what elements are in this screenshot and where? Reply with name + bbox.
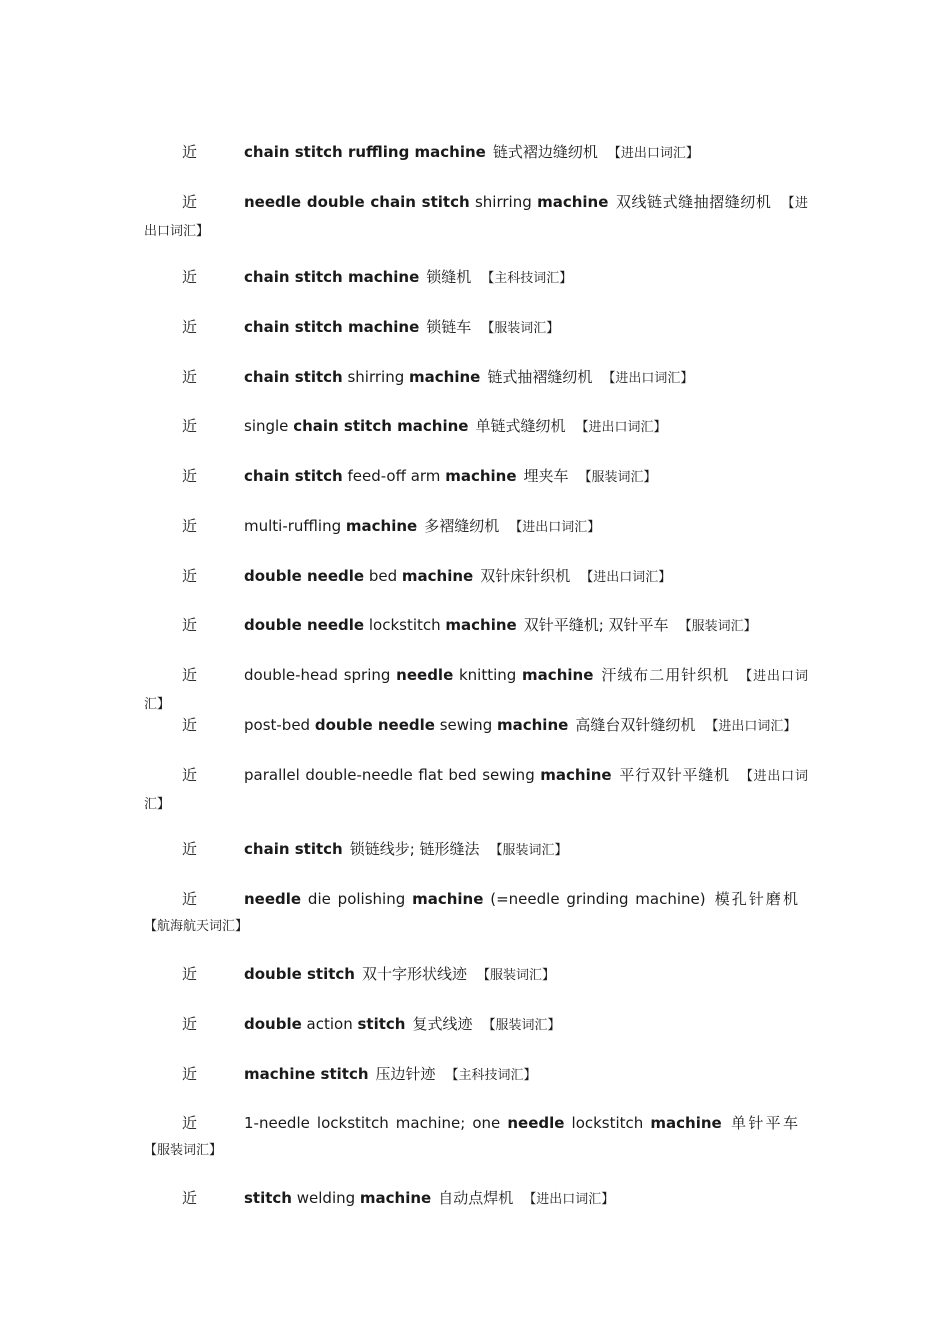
entry-text	[144, 961, 808, 989]
chinese-translation: 压边针迹	[375, 1065, 436, 1083]
term-segment: machine	[359, 1189, 432, 1207]
english-term	[244, 1065, 369, 1083]
chinese-translation: 埋夹车	[523, 467, 569, 485]
entry-text	[144, 189, 808, 245]
term-segment: double needle	[244, 567, 365, 585]
chinese-translation: 高缝台双针缝纫机	[575, 716, 696, 734]
source-tag: 【进出口词汇】	[580, 570, 672, 585]
term-segment: chain stitch ruffling machine	[244, 143, 486, 161]
source-tag: 【主科技词汇】	[445, 1068, 537, 1083]
entry-text	[144, 662, 808, 718]
term-segment: welding	[291, 1189, 360, 1207]
entry-text	[144, 563, 808, 591]
entry-text	[144, 413, 808, 441]
term-segment: chain stitch machine	[244, 268, 420, 286]
source-tag: 【航海航天词汇】	[144, 919, 249, 934]
term-segment: machine	[412, 890, 484, 908]
source-tag: 【进出口词汇】	[523, 1192, 615, 1207]
chinese-translation: 双针平缝机; 双针平车	[523, 616, 669, 634]
term-segment: stitch	[357, 1015, 406, 1033]
term-segment: needle double chain stitch	[244, 193, 470, 211]
term-segment: machine	[445, 467, 517, 485]
term-segment: bed	[364, 567, 402, 585]
entry-text	[144, 762, 808, 818]
vocab-entry	[144, 413, 808, 441]
entry-text	[144, 1011, 808, 1039]
english-term	[244, 1015, 405, 1033]
term-segment: needle	[244, 890, 302, 908]
vocab-entry	[144, 1011, 808, 1039]
related-marker: 近	[182, 467, 198, 485]
related-marker: 近	[182, 965, 198, 983]
source-tag: 【服装词汇】	[482, 1018, 561, 1033]
vocab-entry	[144, 762, 808, 818]
english-term	[244, 1189, 431, 1207]
chinese-translation: 自动点焊机	[438, 1189, 514, 1207]
chinese-translation: 链式抽褶缝纫机	[487, 368, 593, 386]
vocab-entry	[144, 264, 808, 292]
vocab-entry	[144, 961, 808, 989]
chinese-translation: 锁链车	[426, 318, 472, 336]
source-tag: 【服装词汇】	[144, 1143, 223, 1158]
related-marker: 近	[182, 1065, 198, 1083]
source-tag: 【服装词汇】	[477, 968, 556, 983]
related-marker: 近	[182, 318, 198, 336]
term-segment: die polishing	[301, 890, 413, 908]
entry-text	[144, 1110, 808, 1164]
term-segment: single	[244, 417, 294, 435]
english-term	[244, 143, 486, 161]
entry-text	[144, 1185, 808, 1213]
term-segment: sewing	[434, 716, 497, 734]
source-tag: 【进出口词汇】	[144, 769, 808, 812]
term-segment: machine	[522, 666, 594, 684]
term-segment: 1-needle lockstitch machine; one	[244, 1114, 508, 1132]
vocab-entry	[144, 314, 808, 342]
entry-text	[144, 612, 808, 640]
vocab-entry	[144, 139, 808, 167]
term-segment: chain stitch machine	[293, 417, 469, 435]
english-term	[244, 467, 517, 485]
term-segment: (=needle grinding machine)	[483, 890, 706, 908]
term-segment: multi-ruffling	[244, 517, 346, 535]
related-marker: 近	[182, 616, 198, 634]
related-marker: 近	[182, 666, 198, 684]
related-marker: 近	[182, 193, 198, 211]
english-term	[244, 890, 706, 908]
source-tag: 【进出口词汇】	[602, 371, 694, 386]
related-marker: 近	[182, 517, 198, 535]
chinese-translation: 锁链线步; 链形缝法	[349, 840, 480, 858]
related-marker: 近	[182, 1015, 198, 1033]
term-segment: double	[244, 1015, 302, 1033]
vocab-entry	[144, 463, 808, 491]
entry-text	[144, 264, 808, 292]
term-segment: chain stitch	[244, 840, 343, 858]
english-term	[244, 318, 419, 336]
vocab-entry	[144, 712, 808, 740]
english-term	[244, 965, 355, 983]
term-segment: feed-off arm	[342, 467, 446, 485]
term-segment: chain stitch	[244, 467, 343, 485]
entry-text	[144, 1061, 808, 1089]
term-segment: machine	[401, 567, 474, 585]
source-tag: 【进出口词汇】	[144, 196, 808, 239]
related-marker: 近	[182, 268, 198, 286]
source-tag: 【服装词汇】	[481, 321, 560, 336]
vocab-entry	[144, 1185, 808, 1213]
english-term	[244, 1114, 722, 1132]
english-term	[244, 616, 517, 634]
term-segment: double-head spring	[244, 666, 397, 684]
entry-text	[144, 886, 808, 940]
related-marker: 近	[182, 716, 198, 734]
vocab-entry	[144, 189, 808, 245]
term-segment: machine	[537, 193, 609, 211]
term-segment: lockstitch	[364, 616, 446, 634]
chinese-translation: 模孔针磨机	[712, 890, 798, 908]
term-segment: machine stitch	[244, 1065, 369, 1083]
chinese-translation: 平行双针平缝机	[618, 766, 730, 784]
chinese-translation: 多褶缝纫机	[424, 517, 500, 535]
term-segment: machine	[445, 616, 517, 634]
related-marker: 近	[182, 1189, 198, 1207]
source-tag: 【进出口词汇】	[144, 669, 808, 712]
chinese-translation: 锁缝机	[426, 268, 472, 286]
vocab-entry	[144, 836, 808, 864]
term-segment: double needle	[314, 716, 435, 734]
term-segment: machine	[345, 517, 418, 535]
vocab-entry	[144, 563, 808, 591]
english-term	[244, 840, 343, 858]
term-segment: lockstitch	[564, 1114, 651, 1132]
term-segment: machine	[409, 368, 481, 386]
source-tag: 【进出口词汇】	[607, 146, 699, 161]
term-segment: action	[301, 1015, 358, 1033]
term-segment: post-bed	[244, 716, 315, 734]
term-segment: double stitch	[244, 965, 355, 983]
chinese-translation: 双十字形状线迹	[361, 965, 467, 983]
entry-text	[144, 836, 808, 864]
term-segment: shirring	[342, 368, 410, 386]
english-term	[244, 716, 568, 734]
related-marker: 近	[182, 368, 198, 386]
term-segment: knitting	[453, 666, 523, 684]
chinese-translation: 单针平车	[728, 1114, 798, 1132]
english-term	[244, 766, 612, 784]
related-marker: 近	[182, 766, 198, 784]
entry-text	[144, 139, 808, 167]
source-tag: 【进出口词汇】	[509, 520, 601, 535]
term-segment: chain stitch	[244, 368, 343, 386]
vocab-entry	[144, 513, 808, 541]
source-tag: 【进出口词汇】	[705, 719, 797, 734]
chinese-translation: 复式线迹	[412, 1015, 473, 1033]
english-term	[244, 666, 593, 684]
vocab-entry	[144, 662, 808, 718]
entry-text	[144, 314, 808, 342]
related-marker: 近	[182, 567, 198, 585]
term-segment: chain stitch machine	[244, 318, 420, 336]
related-marker: 近	[182, 890, 198, 908]
vocab-entry	[144, 1061, 808, 1089]
chinese-translation: 链式褶边缝纫机	[492, 143, 598, 161]
chinese-translation: 单链式缝纫机	[475, 417, 566, 435]
term-segment: needle	[507, 1114, 565, 1132]
term-segment: double needle	[244, 616, 365, 634]
chinese-translation: 双针床针织机	[480, 567, 571, 585]
source-tag: 【主科技词汇】	[481, 271, 573, 286]
vocab-entry	[144, 1110, 808, 1164]
english-term	[244, 567, 473, 585]
english-term	[244, 368, 480, 386]
source-tag: 【服装词汇】	[678, 619, 757, 634]
entry-text	[144, 712, 808, 740]
english-term	[244, 417, 468, 435]
entry-text	[144, 463, 808, 491]
vocab-entry	[144, 612, 808, 640]
english-term	[244, 517, 417, 535]
term-segment: machine	[540, 766, 612, 784]
vocab-entry	[144, 364, 808, 392]
term-segment: parallel double-needle flat bed sewing	[244, 766, 541, 784]
term-segment: machine	[496, 716, 569, 734]
source-tag: 【服装词汇】	[578, 470, 657, 485]
entry-text	[144, 513, 808, 541]
chinese-translation: 汗绒布二用针织机	[600, 666, 730, 684]
term-segment: shirring	[469, 193, 538, 211]
english-term	[244, 268, 419, 286]
term-segment: needle	[396, 666, 454, 684]
english-term	[244, 193, 608, 211]
term-segment: machine	[650, 1114, 722, 1132]
related-marker: 近	[182, 840, 198, 858]
term-segment: stitch	[244, 1189, 292, 1207]
source-tag: 【服装词汇】	[489, 843, 568, 858]
related-marker: 近	[182, 417, 198, 435]
source-tag: 【进出口词汇】	[575, 420, 667, 435]
related-marker: 近	[182, 143, 198, 161]
related-marker: 近	[182, 1114, 198, 1132]
vocab-entry	[144, 886, 808, 940]
entry-text	[144, 364, 808, 392]
chinese-translation: 双线链式缝抽摺缝纫机	[615, 193, 772, 211]
